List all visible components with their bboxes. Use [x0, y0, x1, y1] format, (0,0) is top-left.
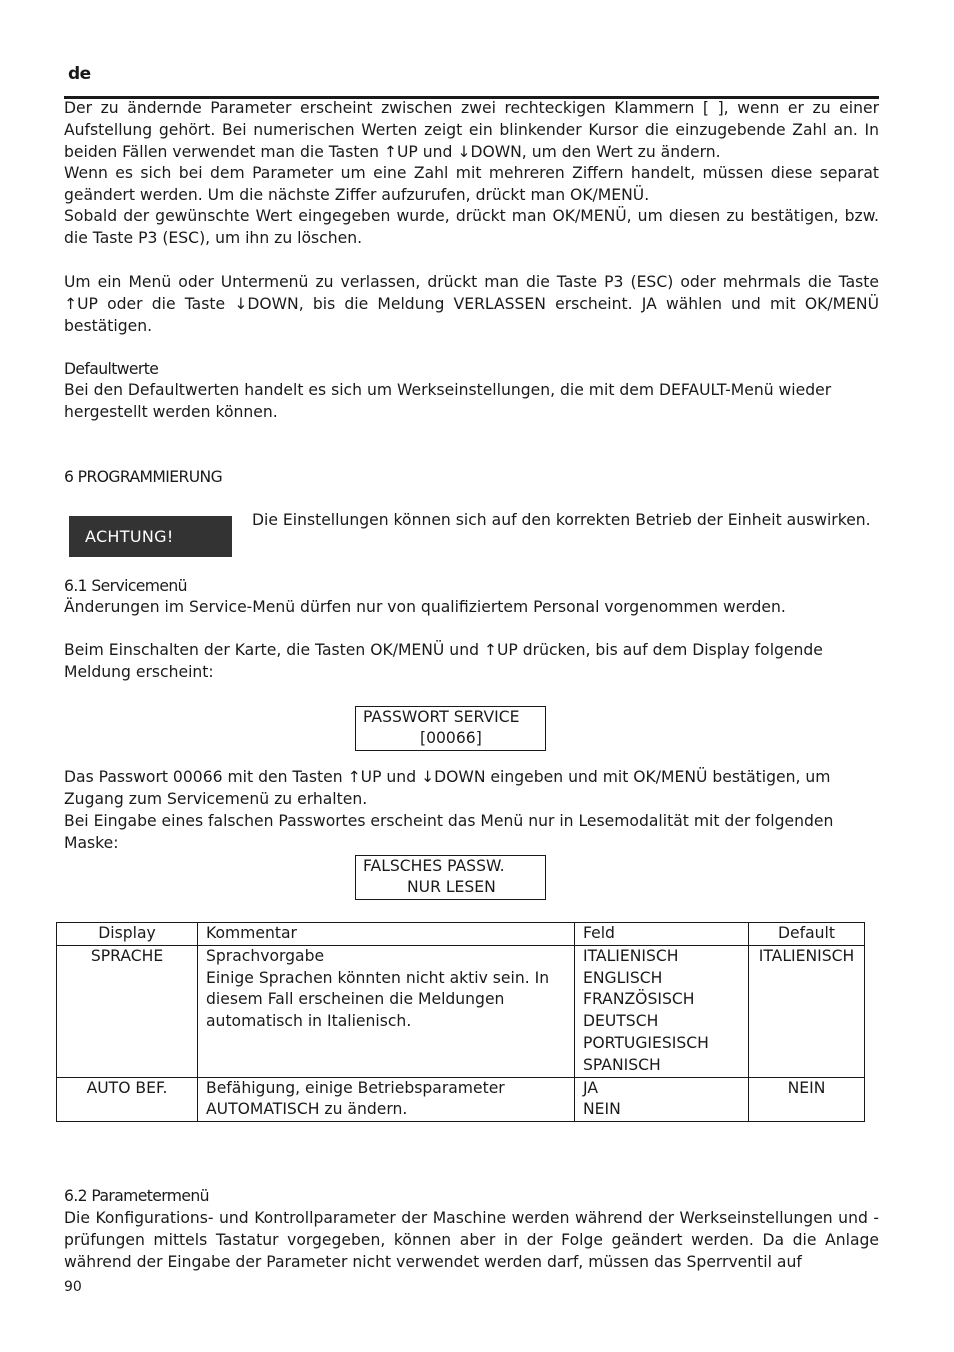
cell-comment — [198, 945, 575, 1077]
column-header-default: Default — [749, 923, 865, 946]
defaults-heading: Defaultwerte — [64, 360, 159, 378]
table-row — [57, 945, 865, 1077]
display-line-2: [00066] — [420, 729, 482, 747]
wrong-password-note: Bei Eingabe eines falschen Passwortes erscheint das Menü nur in Lesemodalität mit der folgenden Maske: — [64, 812, 834, 852]
service-menu-table — [56, 922, 865, 1122]
cell-display: AUTO BEF. — [57, 1077, 198, 1122]
defaults-text: Bei den Defaultwerten handelt es sich um Werkseinstellungen, die mit dem DEFAULT-Menü wieder hergestellt werden können. — [64, 381, 832, 421]
comment-line: Befähigung, einige Betriebsparameter AUTOMATISCH zu ändern. — [206, 1078, 505, 1119]
password-instructions: Das Passwort 00066 mit den Tasten ↑UP und ↓DOWN eingeben und mit OK/MENÜ bestätigen, um Zugang zum Servicemenü zu erhalten. — [64, 768, 831, 808]
display-line-1: FALSCHES PASSW. — [363, 857, 505, 875]
language-code: de — [68, 64, 91, 84]
service-menu-note: Änderungen im Service-Menü dürfen nur von qualifiziertem Personal vorgenommen werden. — [64, 598, 786, 616]
field-option: ITALIENISCH — [583, 946, 679, 965]
field-option: PORTUGIESISCH — [583, 1033, 709, 1052]
warning-text: Die Einstellungen können sich auf den korrekten Betrieb der Einheit auswirken. — [252, 511, 871, 529]
display-line-2: NUR LESEN — [407, 878, 496, 896]
field-option: SPANISCH — [583, 1055, 661, 1074]
column-header-comment: Kommentar — [198, 923, 575, 946]
field-option: DEUTSCH — [583, 1012, 659, 1031]
cell-field — [575, 1077, 749, 1122]
cell-default: ITALIENISCH — [749, 945, 865, 1077]
display-line-1: PASSWORT SERVICE — [363, 708, 520, 726]
cell-comment — [198, 1077, 575, 1122]
cell-display: SPRACHE — [57, 945, 198, 1077]
intro-paragraph-1: Der zu ändernde Parameter erscheint zwischen zwei rechteckigen Klammern [ ], wenn er zu einer Aufstellung gehört. Bei numerischen Werten zeigt ein blinkender Kursor die einzugebende Zahl an. In beiden Fällen verwendet man die Tasten ↑UP und ↓DOWN, um den Wert zu ändern. — [64, 99, 879, 161]
field-option: JA — [583, 1078, 598, 1097]
display-wrong-password — [355, 855, 546, 900]
column-header-display: Display — [57, 923, 198, 946]
column-header-field: Feld — [575, 923, 749, 946]
warning-badge: ACHTUNG! — [69, 516, 232, 557]
section-6-heading: 6 PROGRAMMIERUNG — [64, 468, 223, 486]
comment-line: Einige Sprachen könnten nicht aktiv sein. In diesem Fall erscheinen die Meldungen automatisch in Italienisch. — [206, 968, 550, 1031]
comment-line: Sprachvorgabe — [206, 946, 325, 965]
field-option: ENGLISCH — [583, 968, 663, 987]
cell-default: NEIN — [749, 1077, 865, 1122]
page-number: 90 — [64, 1279, 82, 1295]
service-menu-instructions: Beim Einschalten der Karte, die Tasten OK/MENÜ und ↑UP drücken, bis auf dem Display folgende Meldung erscheint: — [64, 641, 823, 681]
section-6-1-heading: 6.1 Servicemenü — [64, 577, 187, 595]
cell-field — [575, 945, 749, 1077]
display-password-service — [355, 706, 546, 751]
field-option: NEIN — [583, 1100, 621, 1119]
table-header-row — [57, 923, 865, 946]
intro-paragraph-4: Um ein Menü oder Untermenü zu verlassen, drückt man die Taste P3 (ESC) oder mehrmals die Taste ↑UP oder die Taste ↓DOWN, bis die Meldung VERLASSEN erscheint. JA wählen und mit OK/MENÜ bestätigen. — [64, 273, 879, 335]
table-row — [57, 1077, 865, 1122]
section-6-2-heading: 6.2 Parametermenü — [64, 1187, 209, 1205]
field-option: FRANZÖSISCH — [583, 990, 695, 1009]
intro-paragraph-3: Sobald der gewünschte Wert eingegeben wurde, drückt man OK/MENÜ, um diesen zu bestätigen, bzw. die Taste P3 (ESC), um ihn zu löschen. — [64, 207, 879, 247]
parameter-menu-text: Die Konfigurations- und Kontrollparameter der Maschine werden während der Werkseinstellungen und -prüfungen mittels Tastatur vorgegeben, können aber in der Folge geändert werden. Da die Anlage während der Eingabe der Parameter nicht verwendet werden darf, müssen das Sperrventil auf — [64, 1209, 879, 1271]
intro-paragraph-2: Wenn es sich bei dem Parameter um eine Zahl mit mehreren Ziffern handelt, müssen diese separat geändert werden. Um die nächste Ziffer aufzurufen, drückt man OK/MENÜ. — [64, 164, 879, 204]
